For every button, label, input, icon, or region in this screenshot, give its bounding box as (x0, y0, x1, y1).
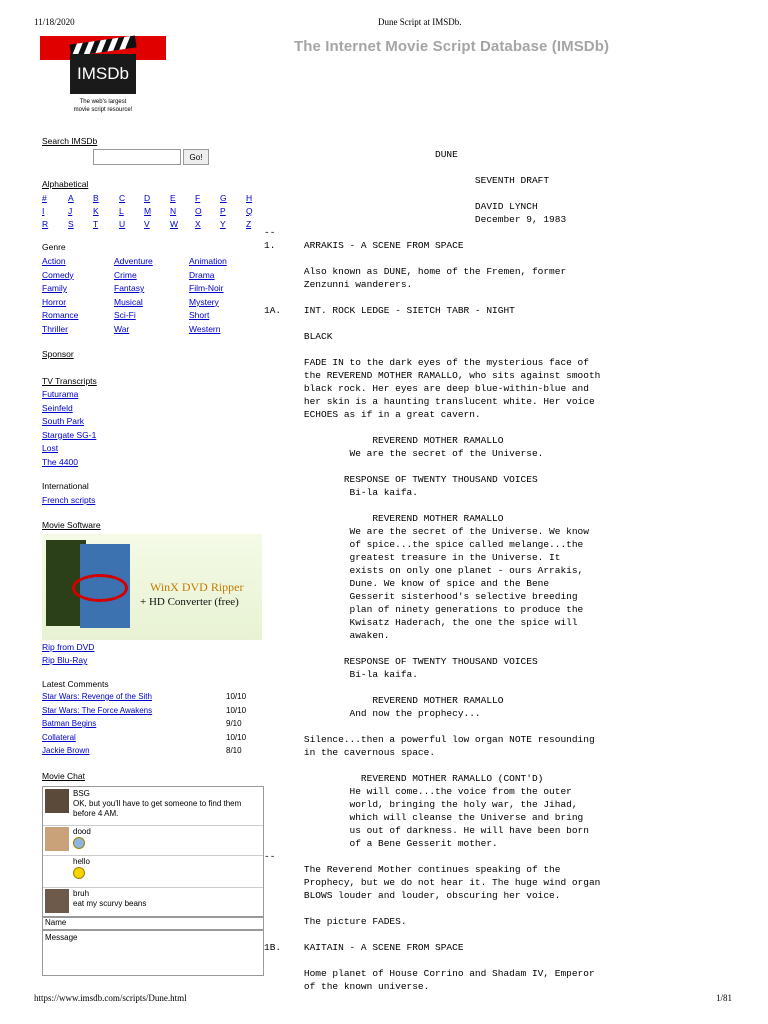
site-title: The Internet Movie Script Database (IMSDb) (294, 38, 610, 55)
genre-link[interactable]: Horror (42, 296, 67, 307)
genre-link[interactable]: Musical (114, 296, 143, 307)
script-line (264, 291, 600, 304)
smiley-icon (73, 867, 259, 879)
alpha-letter-link[interactable]: E (170, 193, 176, 203)
tv-transcript-link[interactable]: Seinfeld (42, 402, 73, 413)
script-line: FADE IN to the dark eyes of the mysterious face of (264, 357, 589, 368)
script-line (264, 902, 600, 915)
alpha-letter-link[interactable]: J (68, 206, 73, 216)
search-go-button[interactable]: Go! (183, 149, 209, 165)
avatar (45, 857, 69, 881)
alpha-letter-link[interactable]: # (42, 193, 47, 203)
script-line: exists on only one planet - ours Arrakis, (264, 565, 584, 576)
genre-link[interactable]: Romance (42, 310, 79, 320)
comment-title-link[interactable]: Collateral (42, 732, 76, 742)
script-line (264, 460, 600, 473)
chat-name-field[interactable]: Name (42, 916, 264, 930)
script-line: -- (264, 851, 276, 862)
search-input[interactable] (93, 149, 181, 165)
alpha-letter-link[interactable]: Z (246, 219, 252, 229)
script-line: Silence...then a powerful low organ NOTE resounding (264, 734, 595, 745)
alpha-letter-link[interactable]: V (144, 219, 150, 229)
tv-transcript-link[interactable]: Lost (42, 443, 59, 453)
chat-window[interactable] (42, 786, 264, 918)
ad-subline: + HD Converter (free) (140, 596, 239, 608)
genre-link[interactable]: Western (189, 323, 221, 334)
comment-score: 10/10 (226, 705, 247, 715)
script-line: 1. ARRAKIS - A SCENE FROM SPACE (264, 240, 464, 251)
alpha-letter-link[interactable]: X (195, 219, 201, 229)
script-line: REVEREND MOTHER RAMALLO (264, 695, 504, 706)
chat-username: BSG (73, 789, 90, 798)
script-line: Bi-la kaifa. (264, 487, 418, 498)
script-line: Prophecy, but we do not hear it. The huge wind organ (264, 877, 601, 888)
script-line: ECHOES as if in a great cavern. (264, 409, 481, 420)
alpha-letter-link[interactable]: C (119, 193, 126, 203)
alpha-letter-link[interactable]: D (144, 193, 151, 203)
script-line: of a Bene Gesserit mother. (264, 838, 498, 849)
script-line: DUNE (264, 149, 458, 160)
script-line: We are the secret of the Universe. (264, 448, 544, 459)
tv-transcript-link[interactable]: The 4400 (42, 456, 78, 467)
script-line: plan of ninety generations to produce the (264, 604, 584, 615)
french-scripts-link[interactable]: French scripts (42, 495, 96, 505)
script-line: December 9, 1983 (264, 214, 567, 225)
tv-transcript-link[interactable]: Futurama (42, 389, 79, 399)
script-line: BLACK (264, 331, 333, 342)
genre-link[interactable]: Action (42, 256, 66, 266)
script-line: And now the prophecy... (264, 708, 481, 719)
chat-text: OK, but you'll have to get someone to find them before 4 AM. (73, 799, 242, 818)
script-line: REVEREND MOTHER RAMALLO (264, 513, 504, 524)
script-line: 1B. KAITAIN - A SCENE FROM SPACE (264, 942, 464, 953)
script-line: greatest treasure in the Universe. It (264, 552, 561, 563)
ad-headline: WinX DVD Ripper (150, 580, 244, 594)
movie-software-label: Movie Software (42, 520, 101, 530)
script-line: Home planet of House Corrino and Shadam IV, Emperor (264, 968, 595, 979)
avatar (45, 889, 69, 913)
comment-score: 10/10 (226, 732, 247, 742)
genre-link[interactable]: Mystery (189, 296, 219, 307)
search-label: Search IMSDb (42, 136, 98, 146)
comment-score: 8/10 (226, 746, 242, 755)
script-line: Also known as DUNE, home of the Fremen, former (264, 266, 567, 277)
script-line: RESPONSE OF TWENTY THOUSAND VOICES (264, 474, 538, 485)
script-line: Gesserit sisterhood's selective breeding (264, 591, 578, 602)
genre-link[interactable]: Animation (189, 256, 227, 266)
script-line: of spice...the spice called melange...the (264, 539, 584, 550)
genre-link[interactable]: Adventure (114, 256, 153, 266)
script-line: black rock. Her eyes are deep blue-within-blue and (264, 383, 589, 394)
script-line (264, 681, 600, 694)
genre-link[interactable]: Family (42, 283, 68, 293)
chat-message (43, 887, 263, 917)
genre-label: Genre (42, 242, 66, 252)
script-line: Bi-la kaifa. (264, 669, 418, 680)
script-line: The picture FADES. (264, 916, 407, 927)
script-line: He will come...the voice from the outer (264, 786, 572, 797)
genre-link[interactable]: Drama (189, 269, 215, 280)
chat-message (43, 825, 263, 856)
script-line (264, 954, 600, 967)
script-line: of the known universe. (264, 981, 430, 992)
international-label: International (42, 481, 89, 491)
script-line: REVEREND MOTHER RAMALLO (264, 435, 504, 446)
gift-ribbon-icon (72, 574, 128, 602)
alpha-letter-link[interactable]: Q (246, 206, 253, 216)
tv-transcript-link[interactable]: Stargate SG-1 (42, 429, 97, 440)
alpha-letter-link[interactable]: T (93, 219, 99, 229)
genre-link[interactable]: War (114, 323, 130, 334)
script-line: The Reverend Mother continues speaking of the (264, 864, 561, 875)
genre-link[interactable]: Thriller (42, 323, 68, 334)
script-line (264, 187, 600, 200)
alpha-letter-link[interactable]: N (170, 206, 177, 216)
comment-title-link[interactable]: Star Wars: The Force Awakens (42, 705, 153, 715)
script-line: Kwisatz Haderach, the one the spice will (264, 617, 578, 628)
script-line: her skin is a haunting translucent white. Her voice (264, 396, 595, 407)
chat-message (43, 787, 263, 826)
script-line: 1A. INT. ROCK LEDGE - SIETCH TABR - NIGHT (264, 305, 515, 316)
alpha-letter-link[interactable]: S (68, 219, 74, 229)
alpha-letter-link[interactable]: K (93, 206, 99, 216)
script-line: -- (264, 227, 276, 238)
script-line: We are the secret of the Universe. We know (264, 526, 589, 537)
script-line: in the cavernous space. (264, 747, 436, 758)
script-line (264, 928, 600, 941)
rip-dvd-link[interactable]: Rip from DVD (42, 642, 95, 652)
latest-comments-label: Latest Comments (42, 679, 109, 689)
dvd-ripper-ad[interactable] (42, 534, 262, 640)
script-line (264, 317, 600, 330)
script-line (264, 161, 600, 174)
script-line: awaken. (264, 630, 390, 641)
script-line: Zenzunni wanderers. (264, 279, 413, 290)
script-line (264, 499, 600, 512)
script-line (264, 642, 600, 655)
comment-title-link[interactable]: Star Wars: Revenge of the Sith (42, 692, 152, 701)
script-line: DAVID LYNCH (264, 201, 538, 212)
alpha-letter-link[interactable]: P (220, 206, 226, 216)
genre-link[interactable]: Sci-Fi (114, 310, 136, 320)
alpha-letter-link[interactable]: I (42, 206, 45, 216)
print-page-number: 1/81 (716, 993, 733, 1003)
alpha-letter-link[interactable]: R (42, 219, 49, 229)
script-line (264, 421, 600, 434)
emoticon-icon (73, 837, 259, 849)
chat-message (43, 855, 263, 888)
sponsor-label: Sponsor (42, 349, 74, 359)
script-line: RESPONSE OF TWENTY THOUSAND VOICES (264, 656, 538, 667)
script-line (264, 759, 600, 772)
alpha-letter-link[interactable]: W (170, 219, 179, 229)
alpha-letter-link[interactable]: L (119, 206, 124, 216)
chat-message-field[interactable]: Message (42, 930, 264, 976)
avatar (45, 789, 69, 813)
alpha-letter-link[interactable]: G (220, 193, 227, 203)
imsdb-logo[interactable] (40, 34, 166, 120)
logo-text: IMSDb (70, 54, 136, 94)
genre-link[interactable]: Fantasy (114, 283, 145, 293)
alpha-letter-link[interactable]: U (119, 219, 126, 229)
script-line: which will cleanse the Universe and bring (264, 812, 584, 823)
script-line: Dune. We know of spice and the Bene (264, 578, 550, 589)
print-page-title: Dune Script at IMSDb. (378, 17, 462, 27)
script-line: SEVENTH DRAFT (264, 175, 550, 186)
comment-score: 9/10 (226, 719, 242, 728)
logo-tagline: The web's largest movie script resource! (73, 99, 133, 113)
chat-username: dood (73, 827, 91, 836)
tv-transcript-link[interactable]: South Park (42, 416, 85, 426)
print-url: https://www.imsdb.com/scripts/Dune.html (34, 993, 187, 1003)
movie-chat-label: Movie Chat (42, 771, 85, 781)
chat-username: hello (73, 857, 90, 866)
comment-title-link[interactable]: Batman Begins (42, 719, 97, 728)
script-line (264, 720, 600, 733)
script-line (264, 343, 600, 356)
script-line: us out of darkness. He will have been born (264, 825, 589, 836)
comment-score: 10/10 (226, 692, 247, 701)
genre-link[interactable]: Comedy (42, 269, 74, 280)
alpha-letter-link[interactable]: F (195, 193, 201, 203)
genre-link[interactable]: Crime (114, 269, 137, 280)
chat-text: eat my scurvy beans (73, 899, 147, 908)
genre-link[interactable]: Film-Noir (189, 283, 224, 293)
print-date: 11/18/2020 (34, 17, 75, 27)
genre-link[interactable]: Short (189, 310, 210, 320)
alpha-letter-link[interactable]: O (195, 206, 202, 216)
alpha-letter-link[interactable]: H (246, 193, 253, 203)
tv-transcripts-label: TV Transcripts (42, 376, 97, 386)
alpha-letter-link[interactable]: B (93, 193, 99, 203)
script-line (264, 252, 600, 265)
script-line: BLOWS louder and louder, obscuring her voice. (264, 890, 561, 901)
script-line: world, bringing the holy war, the Jihad, (264, 799, 578, 810)
alphabetical-label: Alphabetical (42, 179, 89, 189)
alpha-letter-link[interactable]: Y (220, 219, 226, 229)
avatar (45, 827, 69, 851)
alpha-letter-link[interactable]: A (68, 193, 74, 203)
script-text (264, 148, 600, 993)
script-line: the REVEREND MOTHER RAMALLO, who sits against smooth (264, 370, 601, 381)
comment-title-link[interactable]: Jackie Brown (42, 746, 90, 755)
script-line: REVEREND MOTHER RAMALLO (CONT'D) (264, 773, 544, 784)
rip-bluray-link[interactable]: Rip Blu-Ray (42, 655, 88, 665)
chat-username: bruh (73, 889, 90, 898)
alpha-letter-link[interactable]: M (144, 206, 152, 216)
